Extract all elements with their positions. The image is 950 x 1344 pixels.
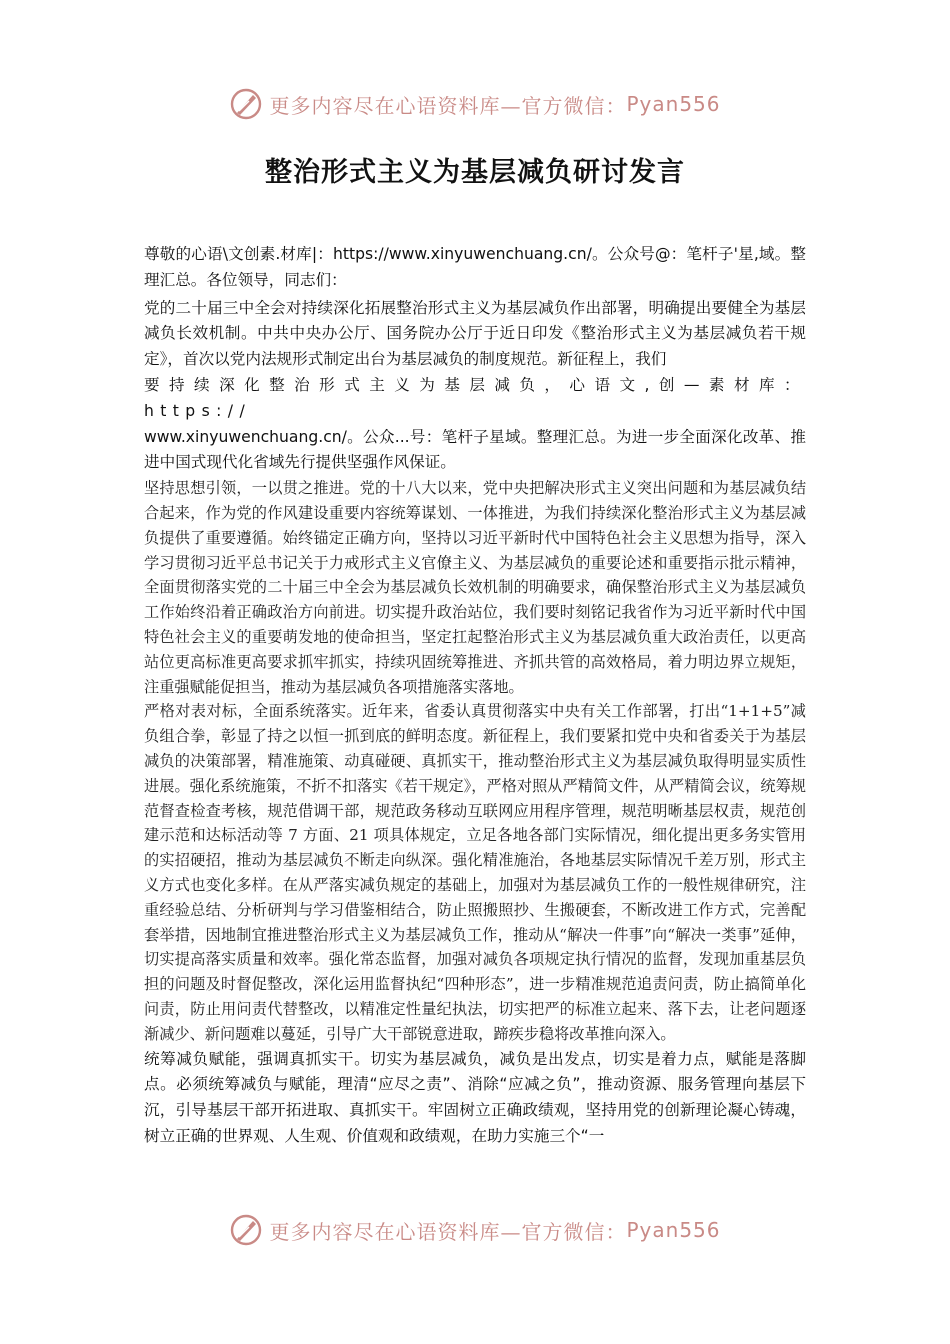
intro-paragraph-part-a: 党的二十届三中全会对持续深化拓展整治形式主义为基层减负作出部署，明确提出要健全为基层减负长效机制。中共中央办公厅、国务院办公厅于近日印发《整治形式主义为基层减负若干规定》，首次以党内法规形式制定出台为基层减负的制度规范。新征程上，我们 — [144, 298, 806, 369]
watermark-wechat-id: Pyan556 — [626, 1218, 721, 1242]
body-paragraph-2: 严格对表对标，全面系统落实。近年来，省委认真贯彻落实中央有关工作部署，打出“1+1+5”减负组合拳，彰显了持之以恒一抓到底的鲜明态度。新征程上，我们要紧扣党中央和省委关于为基层减负的决策部署，精准施策、动真碰硬、真抓实干，推动整治形式主义为基层减负取得明显实质性进展。强化系统施策，不折不扣落实《若干规定》，严格对照从严精简文件，从严精简会议，统筹规范督查检查考核，规范借调干部，规范政务移动互联网应用程序管理，规范明晰基层权责，规范创建示范和达标活动等 7 方面、21 项具体规定，立足各地各部门实际情况，细化提出更多务实管用的实招硬招，推动为基层减负不断走向纵深。强化精准施治，各地基层实际情况千差万别，形式主义方式也变化多样。在从严落实减负规定的基础上，加强对为基层减负工作的一般性规律研究，注重经验总结、分析研判与学习借鉴相结合，防止照搬照抄、生搬硬套，不断改进工作方式，完善配套举措，因地制宜推进整治形式主义为基层减负工作，推动从“解决一件事”向“解决一类事”延伸，切实提高落实质量和效率。强化常态监督，加强对减负各项规定执行情况的监督，发现加重基层负担的问题及时督促整改，深化运用监督执纪“四种形态”，进一步精准规范追责问责，防止搞简单化问责，防止用问责代替整改，以精准定性量纪执法，切实把严的标准立起来、落下去，让老问题逐渐减少、新问题难以蔓延，引导广大干部锐意进取，蹄疾步稳将改革推向深入。 — [144, 702, 806, 1043]
watermark-banner-top — [0, 84, 950, 124]
document-title: 整治形式主义为基层减负研讨发言 — [265, 157, 685, 188]
greeting-paragraph: 尊敬的心语\文创素.材库|：https://www.xinyuwenchuang.cn/。公众号@：笔杆子'星,域。整理汇总。各位领导，同志们： — [144, 245, 806, 289]
quill-logo-icon — [229, 1213, 263, 1247]
intro-paragraph-part-b: 要持续深化整治形式主义为基层减负，心语文,创—素材库：https:// — [144, 375, 806, 420]
quill-logo-icon — [229, 87, 263, 121]
watermark-text: 更多内容尽在心语资料库—官方微信： — [269, 1219, 627, 1244]
intro-paragraph-part-c: www.xinyuwenchuang.cn/。公众...号：笔杆子星域。整理汇总。为进一步全面深化改革、推进中国式现代化省域先行提供坚强作风保证。 — [144, 427, 806, 472]
body-paragraph-1: 坚持思想引领，一以贯之推进。党的十八大以来，党中央把解决形式主义突出问题和为基层减负结合起来，作为党的作风建设重要内容统筹谋划、一体推进，为我们持续深化整治形式主义为基层减负提供了重要遵循。始终锚定正确方向，坚持以习近平新时代中国特色社会主义思想为指导，深入学习贯彻习近平总书记关于力戒形式主义官僚主义、为基层减负的重要论述和重要指示批示精神，全面贯彻落实党的二十届三中全会为基层减负长效机制的明确要求，确保整治形式主义为基层减负工作始终沿着正确政治方向前进。切实提升政治站位，我们要时刻铭记我省作为习近平新时代中国特色社会主义的重要萌发地的使命担当，坚定扛起整治形式主义为基层减负重大政治责任，以更高站位更高标准更高要求抓牢抓实，持续巩固统筹推进、齐抓共管的高效格局，着力明边界立规矩，注重强赋能促担当，推动为基层减负各项措施落实落地。 — [144, 479, 806, 696]
body-paragraph-3: 统筹减负赋能，强调真抓实干。切实为基层减负，减负是出发点，切实是着力点，赋能是落脚点。必须统筹减负与赋能，理清“应尽之责”、消除“应减之负”，推动资源、服务管理向基层下沉，引导基层干部开拓进取、真抓实干。牢固树立正确政绩观，坚持用党的创新理论凝心铸魂，树立正确的世界观、人生观、价值观和政绩观，在助力实施三个“一 — [144, 1049, 806, 1145]
watermark-text: 更多内容尽在心语资料库—官方微信： — [269, 93, 627, 118]
watermark-banner-bottom — [0, 1210, 950, 1250]
watermark-wechat-id: Pyan556 — [626, 92, 721, 116]
document-body — [144, 242, 806, 1150]
